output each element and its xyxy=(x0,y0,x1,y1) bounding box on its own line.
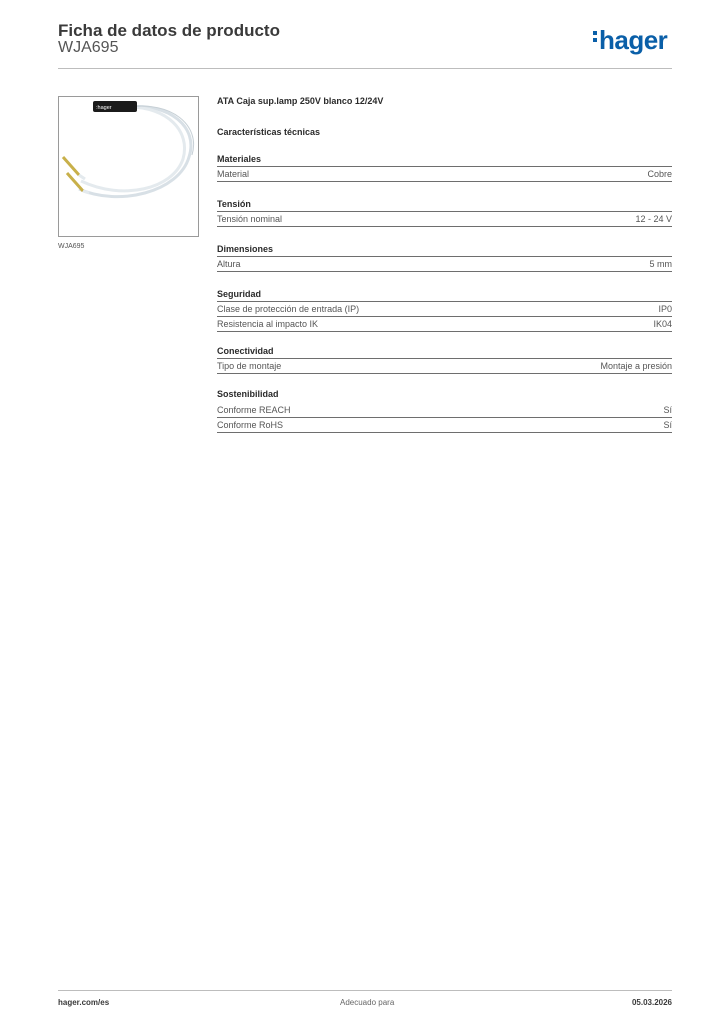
spec-row xyxy=(217,257,672,272)
footer-website-link[interactable]: hager.com/es xyxy=(58,998,110,1007)
section-title: Materiales xyxy=(217,154,672,167)
hager-logo[interactable] xyxy=(593,27,667,53)
spec-value: Sí xyxy=(663,420,672,430)
spec-label: Altura xyxy=(217,259,241,269)
section-title: Tensión xyxy=(217,199,672,212)
section-conectividad xyxy=(217,346,672,374)
spec-label: Clase de protección de entrada (IP) xyxy=(217,304,360,314)
product-description: ATA Caja sup.lamp 250V blanco 12/24V xyxy=(217,96,384,106)
image-caption: WJA695 xyxy=(58,243,85,250)
spec-label: Tipo de montaje xyxy=(217,361,282,371)
section-sostenibilidad xyxy=(217,389,672,433)
product-illustration xyxy=(59,97,198,236)
spec-row xyxy=(217,403,672,418)
section-materiales xyxy=(217,154,672,182)
spec-label: Tensión nominal xyxy=(217,214,283,224)
spec-content xyxy=(217,96,672,433)
spec-value: Sí xyxy=(663,405,672,415)
header-divider xyxy=(58,68,672,69)
spec-label: Material xyxy=(217,169,250,179)
section-title: Conectividad xyxy=(217,346,672,359)
section-tension xyxy=(217,199,672,227)
section-seguridad xyxy=(217,289,672,332)
cable-outer xyxy=(79,107,191,197)
specs-title: Características técnicas xyxy=(217,127,321,137)
spec-row xyxy=(217,418,672,433)
product-image xyxy=(58,96,199,237)
spec-value: 12 - 24 V xyxy=(635,214,672,224)
spec-row xyxy=(217,317,672,332)
spec-value: Montaje a presión xyxy=(600,361,672,371)
page-title: Ficha de datos de producto xyxy=(58,21,280,40)
spec-row xyxy=(217,359,672,374)
spec-row xyxy=(217,212,672,227)
section-title: Dimensiones xyxy=(217,244,672,257)
footer-suitable-for: Adecuado para xyxy=(340,998,395,1007)
spec-row xyxy=(217,302,672,317)
spec-label: Resistencia al impacto IK xyxy=(217,319,319,329)
spec-value: 5 mm xyxy=(649,259,672,269)
cable-inner xyxy=(81,107,185,191)
section-dimensiones xyxy=(217,244,672,272)
section-title: Sostenibilidad xyxy=(217,389,279,399)
logo-dots-icon xyxy=(593,31,597,45)
spec-value: IP0 xyxy=(658,304,672,314)
footer-date: 05.03.2026 xyxy=(631,998,672,1007)
lamp-label: :hager xyxy=(96,105,112,111)
logo-text: hager xyxy=(599,25,668,55)
section-title: Seguridad xyxy=(217,289,672,302)
connector-tip-1 xyxy=(63,157,79,175)
product-code: WJA695 xyxy=(58,39,119,56)
footer-divider xyxy=(58,990,672,991)
spec-label: Conforme RoHS xyxy=(217,420,284,430)
spec-row xyxy=(217,167,672,182)
spec-value: IK04 xyxy=(653,319,672,329)
spec-label: Conforme REACH xyxy=(217,405,291,415)
spec-value: Cobre xyxy=(647,169,672,179)
